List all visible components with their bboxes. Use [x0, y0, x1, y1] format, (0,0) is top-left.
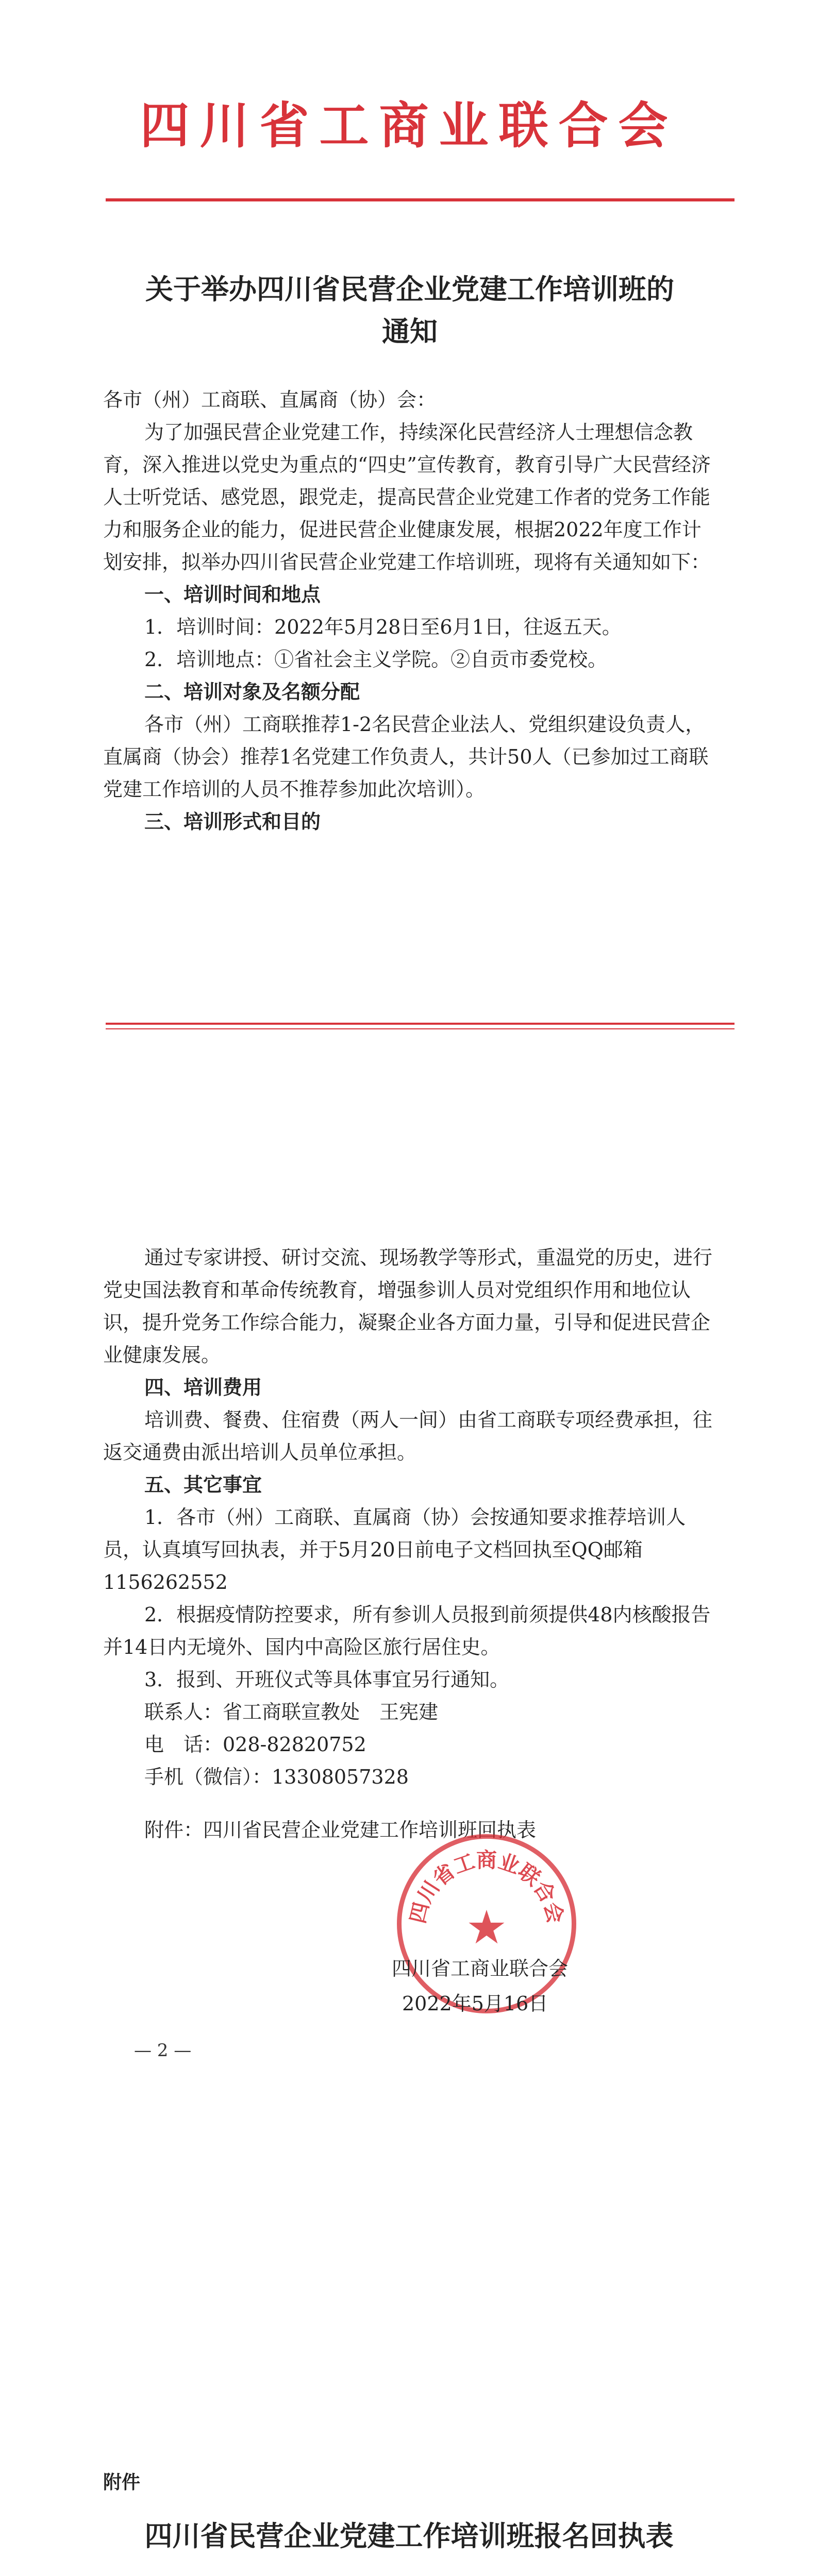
section-5-item-2: 2．根据疫情防控要求，所有参训人员报到前须提供48内核酸报告并14日内无境外、国内中高险区旅行居住史。 — [103, 1603, 711, 1658]
seal-text: 四川省工商业联合会 — [405, 1848, 568, 1926]
section-5-heading: 五、其它事宜 — [144, 1473, 262, 1496]
section-1-heading: 一、培训时间和地点 — [144, 583, 321, 606]
notice-body-page1 — [103, 384, 719, 838]
contact-phone: 电 话：028-82820752 — [144, 1733, 366, 1756]
contact-person: 联系人：省工商联宣教处 王宪建 — [144, 1701, 439, 1723]
attachment-label: 附件 — [103, 2472, 141, 2493]
contact-mobile: 手机（微信）：13308057328 — [144, 1766, 409, 1788]
org-header: 四川省工商业联合会 — [140, 97, 678, 155]
footer-divider-thin — [106, 1028, 734, 1029]
attachment-note: 附件：四川省民营企业党建工作培训班回执表 — [144, 1819, 537, 1841]
signature-date: 2022年5月16日 — [402, 1992, 548, 2015]
page-2 — [0, 1097, 818, 2272]
notice-body-page2 — [103, 1242, 719, 1846]
section-2-heading: 二、培训对象及名额分配 — [144, 681, 360, 703]
notice-title-line1: 关于举办四川省民营企业党建工作培训班的 — [145, 273, 674, 306]
section-4-heading: 四、培训费用 — [144, 1376, 262, 1399]
signature-org: 四川省工商业联合会 — [392, 1957, 569, 1980]
section-1-item-1: 1．培训时间：2022年5月28日至6月1日，往返五天。 — [144, 616, 622, 638]
section-5-item-3: 3．报到、开班仪式等具体事宜另行通知。 — [144, 1668, 510, 1691]
page-number-2: — 2 — — [134, 2040, 192, 2061]
seal-star-icon: ★ — [465, 1901, 508, 1955]
header-divider — [106, 198, 734, 201]
section-3-heading: 三、培训形式和目的 — [144, 810, 321, 833]
section-4-body: 培训费、餐费、住宿费（两人一间）由省工商联专项经费承担，往返交通费由派出培训人员单位承担。 — [103, 1409, 713, 1464]
section-5-item-1: 1．各市（州）工商联、直属商（协）会按通知要求推荐培训人员，认真填写回执表，并于5月20日前电子文档回执至QQ邮箱1156262552 — [103, 1506, 686, 1594]
salutation: 各市（州）工商联、直属商（协）会： — [103, 388, 437, 411]
notice-title — [129, 268, 691, 352]
page-3 — [0, 2272, 818, 2576]
form-title: 四川省民营企业党建工作培训班报名回执表 — [144, 2519, 674, 2552]
section-2-body: 各市（州）工商联推荐1-2名民营企业法人、党组织建设负责人，直属商（协会）推荐1名党建工作负责人，共计50人（已参加过工商联党建工作培训的人员不推荐参加此次培训）。 — [103, 713, 709, 801]
official-seal — [397, 1834, 576, 2013]
notice-title-line2: 通知 — [382, 315, 438, 348]
section-1-item-2: 2．培训地点：①省社会主义学院。②自贡市委党校。 — [144, 648, 608, 671]
section-3-body: 通过专家讲授、研讨交流、现场教学等形式，重温党的历史，进行党史国法教育和革命传统教育，增强参训人员对党组织作用和地位认识，提升党务工作综合能力，凝聚企业各方面力量，引导和促进民营企业健康发展。 — [103, 1246, 713, 1366]
footer-divider — [106, 1023, 734, 1025]
intro-paragraph: 为了加强民营企业党建工作，持续深化民营经济人士理想信念教育，深入推进以党史为重点的“四史”宣传教育，教育引导广大民营经济人士听党话、感党恩，跟党走，提高民营企业党建工作者的党务工作能力和服务企业的能力，促进民营企业健康发展，根据2022年度工作计划安排，拟举办四川省民营企业党建工作培训班，现将有关通知如下： — [103, 421, 711, 573]
page-1 — [0, 0, 818, 1097]
